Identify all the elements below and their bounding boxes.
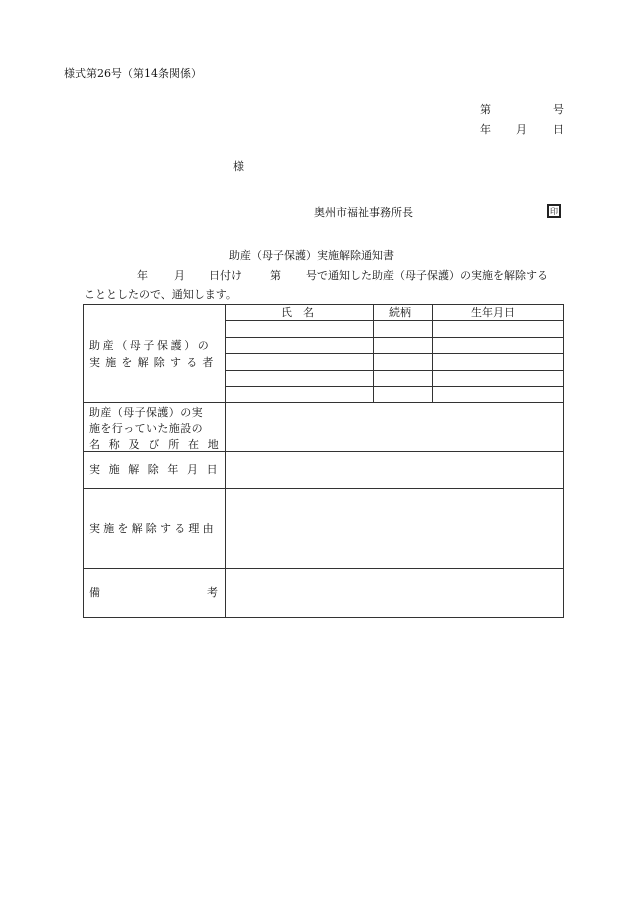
row-label-remarks-a: 備 bbox=[89, 586, 100, 599]
form-table bbox=[83, 304, 564, 618]
body-day-dated: 日付け bbox=[209, 269, 242, 282]
body-month: 月 bbox=[174, 269, 185, 282]
document-title: 助産（母子保護）実施解除通知書 bbox=[229, 249, 394, 262]
body-number-prefix: 第 bbox=[270, 269, 281, 282]
seal-char: 印 bbox=[550, 206, 558, 216]
row-label-remarks-b: 考 bbox=[207, 586, 218, 599]
row-label-release-date: 実施解除年月日 bbox=[89, 463, 227, 476]
number-prefix: 第 bbox=[480, 103, 491, 116]
body-line1-rest: 号で通知した助産（母子保護）の実施を解除する bbox=[306, 269, 548, 282]
date-year: 年 bbox=[480, 123, 491, 136]
row-label-facility-b: 施を行っていた施設の bbox=[89, 422, 203, 435]
body-line2: こととしたので、通知します。 bbox=[84, 288, 237, 301]
body-year: 年 bbox=[137, 269, 148, 282]
issuer-name: 奥州市福祉事務所長 bbox=[314, 206, 413, 219]
row-label-facility-a: 助産（母子保護）の実 bbox=[89, 406, 203, 419]
col-header-birthdate: 生年月日 bbox=[471, 306, 515, 319]
col-header-name: 氏 名 bbox=[281, 306, 314, 319]
col-header-relation: 続柄 bbox=[389, 306, 411, 319]
seal-mark bbox=[547, 204, 561, 218]
addressee-suffix: 様 bbox=[233, 160, 244, 173]
row-label-facility-c: 名称及び所在地 bbox=[89, 438, 228, 451]
row-label-person-b: 実施を解除する者 bbox=[89, 356, 219, 369]
form-label: 様式第26号（第14条関係） bbox=[64, 67, 202, 80]
row-label-release-reason: 実施を解除する理由 bbox=[89, 522, 217, 535]
row-label-person-a: 助産（母子保護）の bbox=[89, 339, 212, 352]
number-suffix: 号 bbox=[553, 103, 564, 116]
date-month: 月 bbox=[516, 123, 527, 136]
date-day: 日 bbox=[553, 123, 564, 136]
